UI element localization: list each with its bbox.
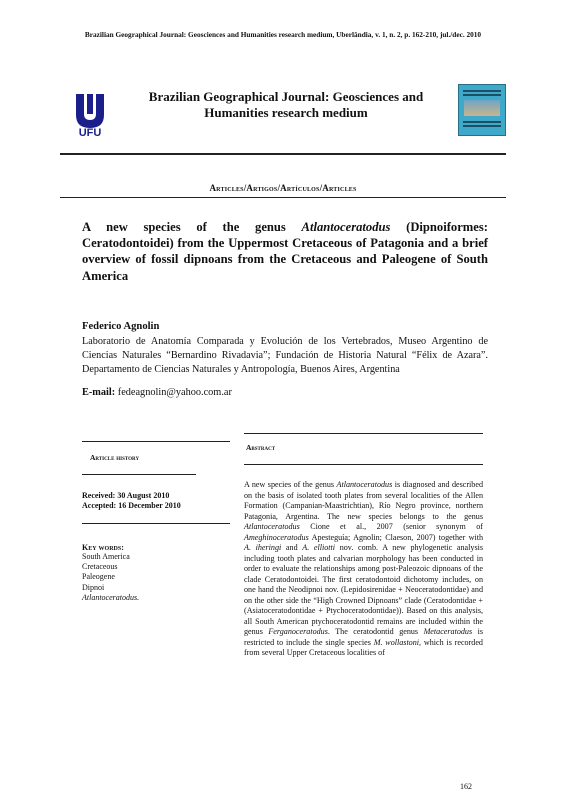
keywords-label: Key words: — [82, 543, 124, 552]
article-dates — [82, 491, 181, 511]
journal-citation: Brazilian Geographical Journal: Geosciences and Humanities research medium, Uberlândia, v. 1, n. 2, p. 162-210, jul./dec. 2010 — [84, 30, 482, 39]
page-number: 162 — [460, 782, 472, 791]
journal-cover-image — [458, 84, 506, 136]
abstract-text: A new species of the genus Atlantoceratodus is diagnosed and described on the basis of isolated tooth plates from several localities of the Allen Formation (Campanian-Maastrichtian), Río Negro province, northern Patagonia, Argentina. The new species belongs to the genus Atlantoceratodus Cione et al., 2007 (senior synonym of Ameghinoceratodus Apesteguía; Agnolin; Claeson, 2007) together with A. iheringi and A. elliotti nov. comb. A new phylogenetic analysis including tooth plates and calvarian morphology has been conducted in order to evaluate the relationships among post-Paleozoic dipnoans of the clade Ceratodontoidei. The first ceratodontoid dichotomy includes, on one hand the Neodipnoi nov. (Lepidosirenidae + Neoceratodontidae) and on the other side the “High Crowned Dipnoans” clade (Ceratodontidae + (Asiatoceratodontidae + Ptychoceratodontidae)). Based on this analysis, all South American ptychoceratodontid remains are included within the genus Ferganoceratodus. The ceratodontid genus Metaceratodus is restricted to include the single species M. wollastoni, which is recorded from several Upper Cretaceous localities of — [244, 480, 483, 657]
history-bottom-rule — [82, 474, 196, 475]
article-history-label: Article history — [90, 453, 140, 462]
ufu-logo-text: UFU — [78, 127, 102, 139]
keywords-list — [82, 552, 139, 603]
section-rule — [60, 197, 506, 198]
keyword: Paleogene — [82, 572, 115, 582]
dates-rule — [82, 523, 230, 524]
journal-header-title: Brazilian Geographical Journal: Geosciences and Humanities research medium — [148, 89, 424, 120]
keyword: Dipnoi — [82, 582, 105, 592]
section-label: Articles/Artigos/Artículos/Articles — [209, 183, 357, 193]
abstract-label: Abstract — [246, 443, 276, 452]
received-date: Received: 30 August 2010 — [82, 491, 170, 500]
abstract-bottom-rule — [244, 464, 483, 465]
keyword: South America — [82, 552, 130, 561]
author-affiliation: Laboratorio de Anatomía Comparada y Evolución de los Vertebrados, Museo Argentino de Ciencias Naturales “Bernardino Rivadavia”; Fundación de Historia Natural “Félix de Azara”. Departamento de Ciencias Naturales y Antropología, Buenos Aires, Argentina — [82, 336, 488, 375]
history-top-rule — [82, 441, 230, 442]
author-email: E-mail: fedeagnolin@yahoo.com.ar — [82, 387, 232, 398]
article-title: A new species of the genus Atlantoceratodus (Dipnoiformes: Ceratodontoidei) from the Uppermost Cretaceous of Patagonia and a brief overview of fossil dipnoans from the Cretaceous and Paleogene of South America — [82, 220, 488, 283]
keyword: Cretaceous — [82, 562, 118, 572]
keyword: Atlantoceratodus. — [82, 592, 140, 602]
author-name: Federico Agnolin — [82, 321, 160, 332]
abstract-top-rule — [244, 433, 483, 434]
header-rule — [60, 153, 506, 155]
accepted-date: Accepted: 16 December 2010 — [82, 501, 181, 510]
